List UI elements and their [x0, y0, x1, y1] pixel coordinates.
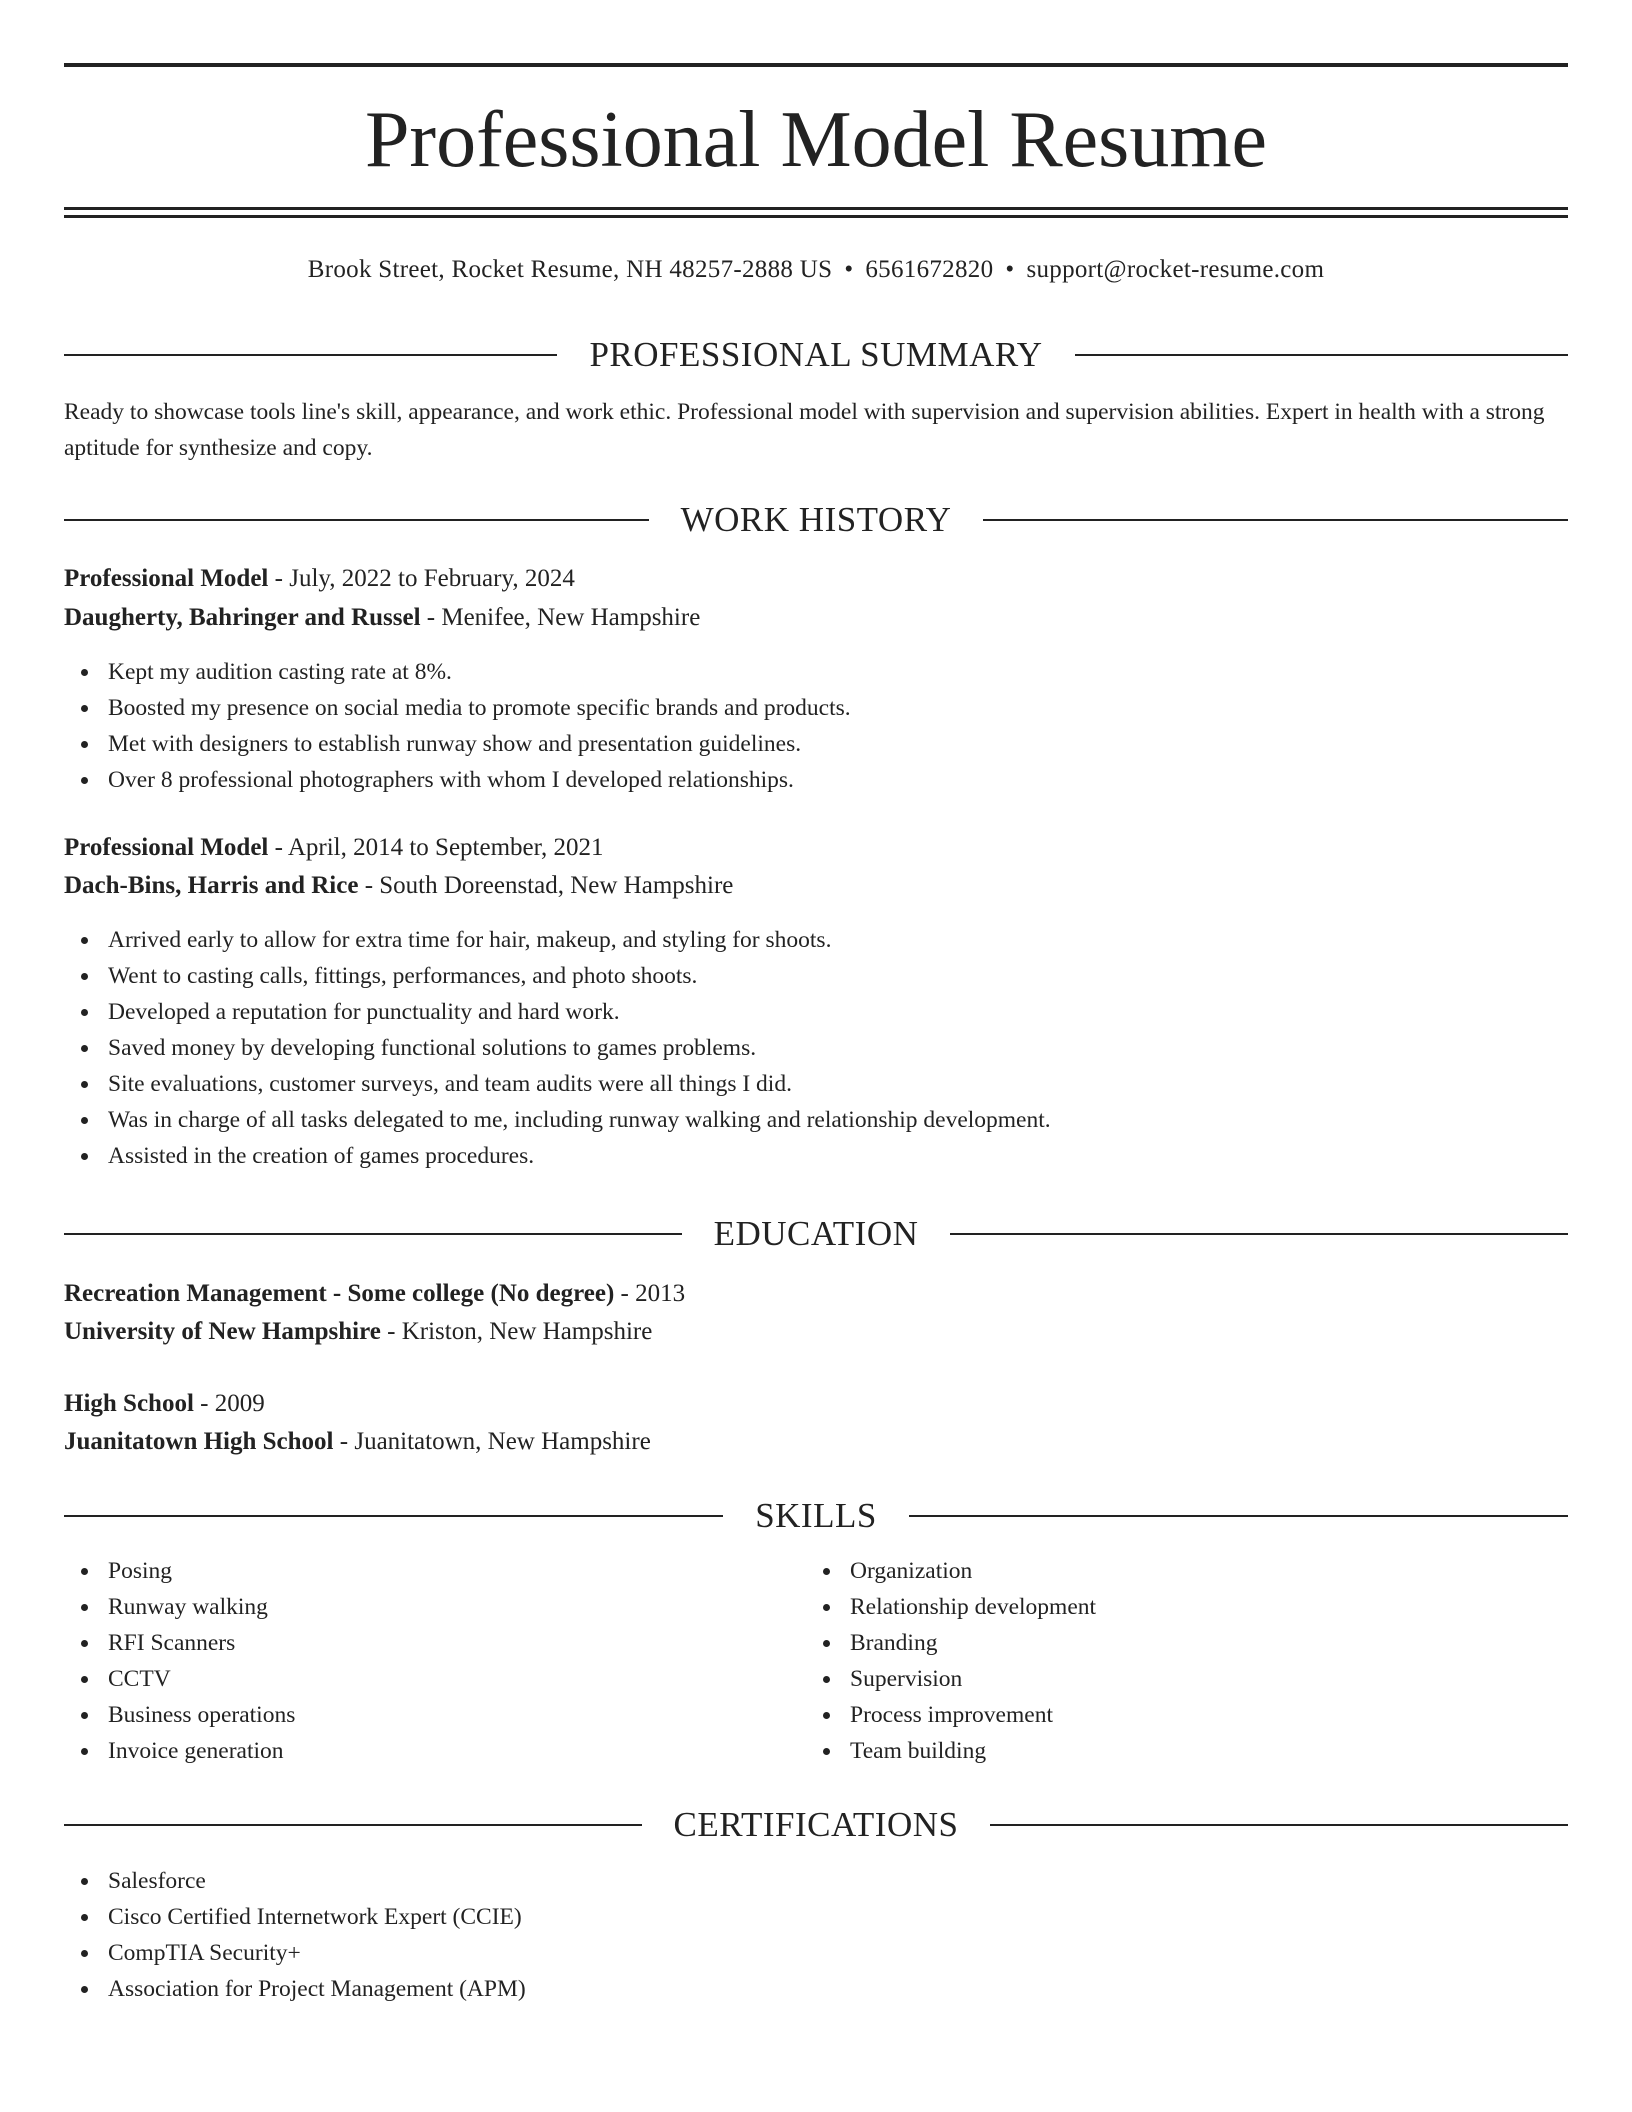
education-degree: High School	[64, 1390, 194, 1417]
job-location: - Menifee, New Hampshire	[426, 604, 701, 631]
list-item: Runway walking	[64, 1589, 295, 1625]
list-item: Arrived early to allow for extra time for hair, makeup, and styling for shoots.	[64, 922, 1051, 958]
contact-separator: •	[844, 256, 854, 283]
job-title: Professional Model	[64, 565, 269, 592]
list-item: Relationship development	[806, 1589, 1096, 1625]
contact-line	[64, 252, 1568, 288]
skills-list-right	[806, 1553, 1096, 1769]
section-heading-summary	[64, 332, 1568, 378]
heading-rule	[64, 519, 649, 521]
education-degree-line	[64, 1385, 1568, 1423]
header-double-rule	[64, 207, 1568, 218]
job-employer: Dach-Bins, Harris and Rice	[64, 872, 359, 899]
list-item: Assisted in the creation of games procedures.	[64, 1138, 1051, 1174]
education-school: University of New Hampshire	[64, 1318, 381, 1345]
section-heading-education	[64, 1211, 1568, 1257]
list-item: Developed a reputation for punctuality and hard work.	[64, 994, 1051, 1030]
job-employer-line	[64, 867, 1568, 905]
list-item: Invoice generation	[64, 1733, 295, 1769]
contact-separator: •	[1005, 256, 1015, 283]
heading-rule	[1075, 354, 1568, 356]
summary-text: Ready to showcase tools line's skill, appearance, and work ethic. Professional model with supervision and supervision abilities. Expert in health with a strong aptitude for synthesize and copy.	[64, 399, 1545, 461]
list-item: Organization	[806, 1553, 1096, 1589]
list-item: Was in charge of all tasks delegated to me, including runway walking and relationship development.	[64, 1102, 1051, 1138]
list-item: RFI Scanners	[64, 1625, 295, 1661]
section-heading-label: PROFESSIONAL SUMMARY	[589, 335, 1043, 374]
certifications-list	[64, 1863, 526, 2007]
education-degree-line	[64, 1275, 1568, 1313]
education-year: - 2013	[620, 1280, 686, 1307]
education-school: Juanitatown High School	[64, 1428, 334, 1455]
list-item: Over 8 professional photographers with whom I developed relationships.	[64, 762, 851, 798]
list-item: Supervision	[806, 1661, 1096, 1697]
list-item: Kept my audition casting rate at 8%.	[64, 654, 851, 690]
section-heading-work-history	[64, 497, 1568, 543]
education-location: - Juanitatown, New Hampshire	[339, 1428, 651, 1455]
education-location: - Kriston, New Hampshire	[387, 1318, 653, 1345]
list-item: Team building	[806, 1733, 1096, 1769]
list-item: Boosted my presence on social media to promote specific brands and products.	[64, 690, 851, 726]
education-degree: Recreation Management - Some college (No degree)	[64, 1280, 615, 1307]
job-title-line	[64, 560, 1568, 598]
education-school-line	[64, 1423, 1568, 1461]
list-item: Posing	[64, 1553, 295, 1589]
list-item: Salesforce	[64, 1863, 526, 1899]
section-heading-label: SKILLS	[755, 1496, 877, 1535]
list-item: Went to casting calls, fittings, performances, and photo shoots.	[64, 958, 1051, 994]
heading-rule	[950, 1233, 1568, 1235]
list-item: Business operations	[64, 1697, 295, 1733]
job-title-line	[64, 829, 1568, 867]
heading-rule	[909, 1515, 1568, 1517]
list-item: Cisco Certified Internetwork Expert (CCIE)	[64, 1899, 526, 1935]
education-school-line	[64, 1313, 1568, 1351]
job-title: Professional Model	[64, 834, 269, 861]
section-heading-skills	[64, 1493, 1568, 1539]
page-title: Professional Model Resume	[364, 96, 1268, 184]
list-item: Process improvement	[806, 1697, 1096, 1733]
list-item: Branding	[806, 1625, 1096, 1661]
list-item: Saved money by developing functional solutions to games problems.	[64, 1030, 1051, 1066]
list-item: Site evaluations, customer surveys, and team audits were all things I did.	[64, 1066, 1051, 1102]
education-year: - 2009	[200, 1390, 265, 1417]
heading-rule	[990, 1824, 1568, 1826]
list-item: Association for Project Management (APM)	[64, 1971, 526, 2007]
section-heading-certifications	[64, 1802, 1568, 1848]
job-bullet-list	[64, 654, 851, 798]
section-heading-label: WORK HISTORY	[680, 500, 952, 539]
list-item: CCTV	[64, 1661, 295, 1697]
list-item: Met with designers to establish runway show and presentation guidelines.	[64, 726, 851, 762]
heading-rule	[983, 519, 1568, 521]
heading-rule	[64, 354, 557, 356]
list-item: CompTIA Security+	[64, 1935, 526, 1971]
job-bullet-list	[64, 922, 1051, 1174]
job-location: - South Doreenstad, New Hampshire	[364, 872, 734, 899]
header-top-rule	[64, 63, 1568, 67]
job-employer: Daugherty, Bahringer and Russel	[64, 604, 421, 631]
job-employer-line	[64, 599, 1568, 637]
section-heading-label: EDUCATION	[713, 1214, 919, 1253]
heading-rule	[64, 1515, 723, 1517]
contact-email: support@rocket-resume.com	[1026, 256, 1325, 283]
job-dates: - July, 2022 to February, 2024	[274, 565, 575, 592]
skills-list-left	[64, 1553, 295, 1769]
section-heading-label: CERTIFICATIONS	[673, 1805, 959, 1844]
heading-rule	[64, 1824, 642, 1826]
heading-rule	[64, 1233, 682, 1235]
contact-address: Brook Street, Rocket Resume, NH 48257-2888 US	[307, 256, 833, 283]
contact-phone: 6561672820	[865, 256, 994, 283]
job-dates: - April, 2014 to September, 2021	[274, 834, 604, 861]
